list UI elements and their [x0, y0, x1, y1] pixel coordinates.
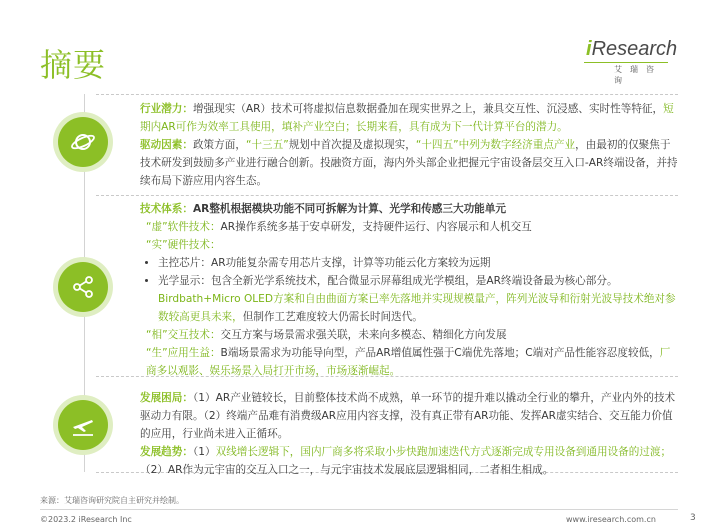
iresearch-logo: iResearch 艾瑞咨询 [586, 38, 678, 85]
list-item: • 主控芯片：AR功能复杂需专用芯片支撑，计算等功能云化方案较为远期 [158, 254, 680, 272]
site-link[interactable]: www.iresearch.com.cn [566, 515, 656, 524]
footer-divider [40, 509, 678, 510]
section-development: 发展困局：（1）AR产业链较长，目前整体技术尚不成熟，单一环节的提升难以撬动全行业的攀升，产业内外的技术驱动力有限。（2）终端产品难有消费级AR应用内容支撑，没有真正带有AR功能、发挥AR虚实结合、交互能力价值的应用，行业尚未进入正循环。 发展趋势：（1）双线增长逻辑下，国内厂商多将采取小步快跑加速迭代方式逐渐完成专用设备到通用设备的过渡；（2）AR作为元宇宙的交互入口之一，与元宇宙技术发展底层逻辑相同，二者相生相成。 [140, 392, 676, 476]
section-2-badge [58, 262, 108, 312]
divider [96, 94, 678, 95]
plane-icon [70, 412, 96, 438]
list-item: • 光学显示：包含全新光学系统技术，配合微显示屏幕组成光学模组，是AR终端设备最为核心部分。Birdbath+Micro OLED方案和自由曲面方案已率先落地并实现规模量产，阵列光波导和衍射光波导技术绝对参数较高更具未来，但制作工艺难度较大仍需长时间迭代。 [158, 272, 680, 326]
planet-icon [70, 129, 96, 155]
divider [96, 195, 678, 196]
section-3-badge [58, 400, 108, 450]
share-icon [70, 274, 96, 300]
section-industry-potential: 行业潜力：增强现实（AR）技术可将虚拟信息数据叠加在现实世界之上，兼具交互性、沉浸感、实时性等特征，短期内AR可作为效率工具使用，填补产业空白；长期来看，具有成为下一代计算平台的潜力。 驱动因素：政策方面，“十三五”规划中首次提及虚拟现实，“十四五”中列为数字经济重点产业，由最初的仅聚焦于技术研发到鼓励多产业进行融合创新。投融资方面，海内外头部企业把握元宇宙设备层交互入口-AR终端设备，并持续布局下游应用内容生态。 [140, 103, 678, 187]
page-title: 摘要 [40, 46, 107, 84]
source-note: 来源：艾瑞咨询研究院自主研究并绘制。 [40, 496, 184, 505]
section-tech-system: 技术体系：AR整机根据模块功能不同可拆解为计算、光学和传感三大功能单元 “虚”软件技术：AR操作系统多基于安卓研发，支持硬件运行、内容展示和人机交互 “实”硬件技术： • 主控芯片：AR功能复杂需专用芯片支撑，计算等功能云化方案较为远期 • 光学显示：包含全新光学系统技术，配合微显示屏幕组成光学模组，是AR终端设备最为核心部分。Birdbath+Micro OLED方案和自由曲面方案已率先落地并实现规模量产，阵列光波导和衍射光波导技术绝对参数较高更具未来，但制作工艺难度较大仍需长时间迭代。 “相”交互技术：交互方案与场景需求强关联，未来向多模态、精细化方向发展 “生”应用生益：B端场景需求为功能导向型，产品AR增值属性强于C端优先落地；C端对产品性能容忍度较低，厂商多以观影、娱乐场景入局打开市场，市场逐渐崛起。 [140, 200, 680, 380]
section-1-badge [58, 117, 108, 167]
page-number: 3 [690, 513, 696, 523]
copyright: ©2023.2 iResearch Inc [40, 515, 132, 524]
